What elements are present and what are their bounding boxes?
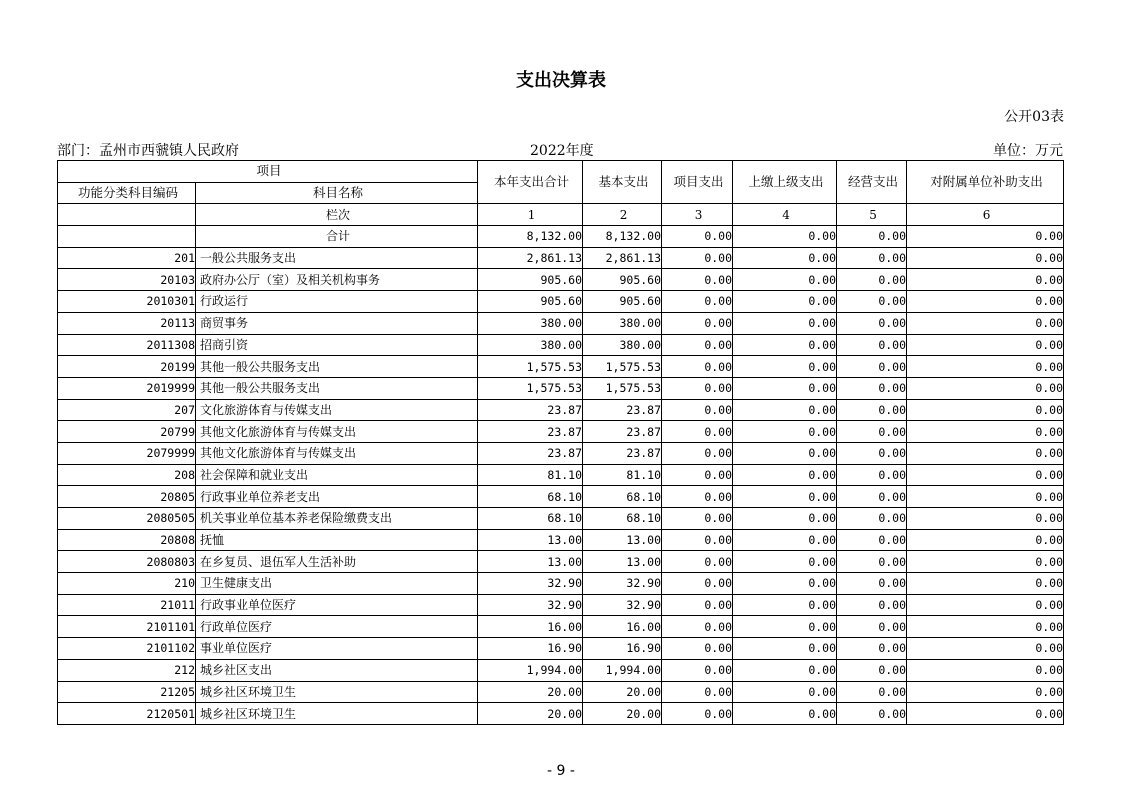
row-code: 21011	[58, 594, 196, 616]
row-value-c4: 0.00	[733, 291, 837, 313]
row-value-c6: 0.00	[907, 659, 1064, 681]
row-value-c3: 0.00	[662, 269, 733, 291]
row-value-c5: 0.00	[837, 247, 907, 269]
row-value-c3: 0.00	[662, 594, 733, 616]
row-value-c2: 81.10	[583, 464, 662, 486]
table-row	[58, 442, 1064, 464]
row-value-c3: 0.00	[662, 638, 733, 660]
row-code: 2079999	[58, 442, 196, 464]
row-value-c6: 0.00	[907, 247, 1064, 269]
row-value-c3: 0.00	[662, 399, 733, 421]
row-value-c3: 0.00	[662, 247, 733, 269]
row-value-c1: 2,861.13	[478, 247, 583, 269]
row-code: 20799	[58, 421, 196, 443]
row-value-c2: 68.10	[583, 486, 662, 508]
row-value-c4: 0.00	[733, 616, 837, 638]
row-value-c5: 0.00	[837, 638, 907, 660]
table-row	[58, 377, 1064, 399]
row-value-c3: 0.00	[662, 659, 733, 681]
row-name: 城乡社区环境卫生	[196, 681, 478, 703]
table-row	[58, 529, 1064, 551]
row-value-c2: 380.00	[583, 334, 662, 356]
total-c4: 0.00	[733, 226, 837, 248]
row-code: 210	[58, 573, 196, 595]
header-col5: 经营支出	[837, 161, 907, 204]
row-code: 21205	[58, 681, 196, 703]
row-value-c6: 0.00	[907, 703, 1064, 725]
form-code: 公开03表	[1004, 109, 1064, 125]
row-value-c6: 0.00	[907, 681, 1064, 703]
row-value-c3: 0.00	[662, 377, 733, 399]
expenditure-table	[57, 160, 1064, 725]
row-value-c3: 0.00	[662, 421, 733, 443]
row-name: 行政事业单位医疗	[196, 594, 478, 616]
row-value-c1: 380.00	[478, 312, 583, 334]
row-value-c3: 0.00	[662, 573, 733, 595]
row-value-c6: 0.00	[907, 442, 1064, 464]
row-value-c6: 0.00	[907, 291, 1064, 313]
row-value-c4: 0.00	[733, 486, 837, 508]
row-value-c2: 68.10	[583, 508, 662, 530]
row-code: 20103	[58, 269, 196, 291]
total-c6: 0.00	[907, 226, 1064, 248]
column-number-1: 1	[478, 204, 583, 226]
row-value-c5: 0.00	[837, 594, 907, 616]
row-value-c5: 0.00	[837, 508, 907, 530]
row-value-c5: 0.00	[837, 616, 907, 638]
row-value-c2: 16.00	[583, 616, 662, 638]
total-c5: 0.00	[837, 226, 907, 248]
table-row	[58, 681, 1064, 703]
row-value-c4: 0.00	[733, 464, 837, 486]
row-value-c1: 20.00	[478, 703, 583, 725]
column-number-5: 5	[837, 204, 907, 226]
row-value-c5: 0.00	[837, 377, 907, 399]
row-value-c3: 0.00	[662, 551, 733, 573]
row-value-c6: 0.00	[907, 269, 1064, 291]
row-value-c4: 0.00	[733, 681, 837, 703]
total-label: 合计	[196, 226, 478, 248]
row-code: 207	[58, 399, 196, 421]
table-row	[58, 659, 1064, 681]
header-row	[58, 161, 1064, 183]
table-row	[58, 356, 1064, 378]
row-value-c2: 20.00	[583, 681, 662, 703]
row-value-c4: 0.00	[733, 573, 837, 595]
row-value-c3: 0.00	[662, 291, 733, 313]
column-number-6: 6	[907, 204, 1064, 226]
row-code: 2101101	[58, 616, 196, 638]
row-value-c4: 0.00	[733, 421, 837, 443]
empty-cell	[58, 226, 196, 248]
row-value-c3: 0.00	[662, 529, 733, 551]
row-code: 2011308	[58, 334, 196, 356]
row-name: 事业单位医疗	[196, 638, 478, 660]
row-name: 城乡社区环境卫生	[196, 703, 478, 725]
row-value-c6: 0.00	[907, 508, 1064, 530]
row-value-c4: 0.00	[733, 638, 837, 660]
table-row	[58, 551, 1064, 573]
row-value-c2: 13.00	[583, 551, 662, 573]
row-value-c4: 0.00	[733, 551, 837, 573]
row-value-c6: 0.00	[907, 334, 1064, 356]
row-value-c6: 0.00	[907, 486, 1064, 508]
table-row	[58, 247, 1064, 269]
row-name: 行政事业单位养老支出	[196, 486, 478, 508]
header-name: 科目名称	[196, 182, 478, 204]
row-value-c1: 23.87	[478, 421, 583, 443]
row-value-c1: 1,575.53	[478, 377, 583, 399]
row-value-c2: 1,575.53	[583, 356, 662, 378]
row-code: 212	[58, 659, 196, 681]
row-value-c4: 0.00	[733, 269, 837, 291]
fiscal-year: 2022年度	[530, 143, 594, 159]
row-value-c5: 0.00	[837, 486, 907, 508]
report-meta	[57, 140, 1063, 160]
row-name: 行政运行	[196, 291, 478, 313]
row-value-c2: 380.00	[583, 312, 662, 334]
row-value-c4: 0.00	[733, 377, 837, 399]
row-value-c2: 1,994.00	[583, 659, 662, 681]
row-code: 2101102	[58, 638, 196, 660]
row-code: 2120501	[58, 703, 196, 725]
row-value-c6: 0.00	[907, 399, 1064, 421]
row-value-c4: 0.00	[733, 399, 837, 421]
table-row	[58, 291, 1064, 313]
row-value-c6: 0.00	[907, 616, 1064, 638]
row-code: 20113	[58, 312, 196, 334]
row-code: 20808	[58, 529, 196, 551]
row-name: 其他文化旅游体育与传媒支出	[196, 442, 478, 464]
column-number-3: 3	[662, 204, 733, 226]
row-value-c5: 0.00	[837, 529, 907, 551]
row-value-c6: 0.00	[907, 594, 1064, 616]
total-row	[58, 226, 1064, 248]
row-value-c4: 0.00	[733, 508, 837, 530]
row-value-c6: 0.00	[907, 464, 1064, 486]
header-item: 项目	[58, 161, 478, 183]
row-name: 在乡复员、退伍军人生活补助	[196, 551, 478, 573]
column-number-2: 2	[583, 204, 662, 226]
row-name: 商贸事务	[196, 312, 478, 334]
row-value-c1: 13.00	[478, 529, 583, 551]
row-name: 抚恤	[196, 529, 478, 551]
row-value-c2: 2,861.13	[583, 247, 662, 269]
row-name: 一般公共服务支出	[196, 247, 478, 269]
table-row	[58, 573, 1064, 595]
empty-cell	[58, 204, 196, 226]
table-row	[58, 486, 1064, 508]
row-value-c4: 0.00	[733, 529, 837, 551]
row-value-c5: 0.00	[837, 464, 907, 486]
row-value-c1: 16.90	[478, 638, 583, 660]
row-name: 其他一般公共服务支出	[196, 377, 478, 399]
row-value-c6: 0.00	[907, 377, 1064, 399]
row-value-c5: 0.00	[837, 442, 907, 464]
row-value-c5: 0.00	[837, 659, 907, 681]
table-row	[58, 508, 1064, 530]
row-code: 2080803	[58, 551, 196, 573]
table-row	[58, 334, 1064, 356]
page-number: - 9 -	[547, 763, 575, 779]
row-code: 2010301	[58, 291, 196, 313]
row-value-c4: 0.00	[733, 356, 837, 378]
table-row	[58, 312, 1064, 334]
table-row	[58, 594, 1064, 616]
row-value-c2: 13.00	[583, 529, 662, 551]
row-value-c6: 0.00	[907, 638, 1064, 660]
row-name: 社会保障和就业支出	[196, 464, 478, 486]
table-row	[58, 703, 1064, 725]
row-name: 其他文化旅游体育与传媒支出	[196, 421, 478, 443]
unit-label: 单位：万元	[993, 143, 1063, 159]
row-name: 招商引资	[196, 334, 478, 356]
row-value-c5: 0.00	[837, 399, 907, 421]
row-value-c4: 0.00	[733, 334, 837, 356]
row-value-c1: 81.10	[478, 464, 583, 486]
row-value-c3: 0.00	[662, 703, 733, 725]
row-value-c2: 23.87	[583, 399, 662, 421]
header-col4: 上缴上级支出	[733, 161, 837, 204]
row-value-c5: 0.00	[837, 269, 907, 291]
row-code: 201	[58, 247, 196, 269]
column-number-4: 4	[733, 204, 837, 226]
row-name: 行政单位医疗	[196, 616, 478, 638]
row-value-c3: 0.00	[662, 464, 733, 486]
row-value-c2: 23.87	[583, 421, 662, 443]
row-value-c3: 0.00	[662, 312, 733, 334]
row-name: 文化旅游体育与传媒支出	[196, 399, 478, 421]
row-name: 机关事业单位基本养老保险缴费支出	[196, 508, 478, 530]
row-value-c1: 68.10	[478, 508, 583, 530]
row-value-c5: 0.00	[837, 312, 907, 334]
table-row	[58, 269, 1064, 291]
row-value-c4: 0.00	[733, 247, 837, 269]
row-value-c1: 20.00	[478, 681, 583, 703]
header-col3: 项目支出	[662, 161, 733, 204]
row-value-c2: 32.90	[583, 573, 662, 595]
row-name: 城乡社区支出	[196, 659, 478, 681]
row-name: 其他一般公共服务支出	[196, 356, 478, 378]
row-value-c3: 0.00	[662, 508, 733, 530]
page-title: 支出决算表	[516, 70, 606, 91]
table-row	[58, 638, 1064, 660]
row-value-c1: 23.87	[478, 399, 583, 421]
row-value-c6: 0.00	[907, 529, 1064, 551]
row-value-c1: 13.00	[478, 551, 583, 573]
row-value-c6: 0.00	[907, 573, 1064, 595]
row-value-c1: 16.00	[478, 616, 583, 638]
header-code: 功能分类科目编码	[58, 182, 196, 204]
row-value-c2: 23.87	[583, 442, 662, 464]
row-value-c3: 0.00	[662, 616, 733, 638]
column-number-row	[58, 204, 1064, 226]
row-value-c1: 1,994.00	[478, 659, 583, 681]
row-value-c2: 32.90	[583, 594, 662, 616]
row-value-c3: 0.00	[662, 356, 733, 378]
row-name: 政府办公厅（室）及相关机构事务	[196, 269, 478, 291]
table-row	[58, 421, 1064, 443]
row-value-c6: 0.00	[907, 312, 1064, 334]
row-value-c5: 0.00	[837, 573, 907, 595]
header-col1: 本年支出合计	[478, 161, 583, 204]
total-c2: 8,132.00	[583, 226, 662, 248]
row-value-c5: 0.00	[837, 356, 907, 378]
row-value-c5: 0.00	[837, 334, 907, 356]
total-c1: 8,132.00	[478, 226, 583, 248]
row-value-c2: 20.00	[583, 703, 662, 725]
row-code: 20199	[58, 356, 196, 378]
row-value-c4: 0.00	[733, 703, 837, 725]
row-value-c3: 0.00	[662, 486, 733, 508]
row-value-c5: 0.00	[837, 421, 907, 443]
row-value-c1: 380.00	[478, 334, 583, 356]
total-c3: 0.00	[662, 226, 733, 248]
row-code: 20805	[58, 486, 196, 508]
row-value-c1: 23.87	[478, 442, 583, 464]
row-value-c3: 0.00	[662, 334, 733, 356]
row-value-c1: 905.60	[478, 291, 583, 313]
table-row	[58, 616, 1064, 638]
row-value-c2: 905.60	[583, 269, 662, 291]
row-value-c1: 905.60	[478, 269, 583, 291]
row-value-c2: 905.60	[583, 291, 662, 313]
row-value-c3: 0.00	[662, 442, 733, 464]
row-value-c6: 0.00	[907, 551, 1064, 573]
row-value-c1: 1,575.53	[478, 356, 583, 378]
row-code: 208	[58, 464, 196, 486]
row-value-c5: 0.00	[837, 291, 907, 313]
row-value-c5: 0.00	[837, 551, 907, 573]
row-value-c5: 0.00	[837, 703, 907, 725]
row-value-c6: 0.00	[907, 421, 1064, 443]
row-value-c4: 0.00	[733, 442, 837, 464]
row-value-c1: 68.10	[478, 486, 583, 508]
department-label: 部门：孟州市西虢镇人民政府	[57, 143, 239, 159]
row-code: 2080505	[58, 508, 196, 530]
row-value-c1: 32.90	[478, 594, 583, 616]
row-name: 卫生健康支出	[196, 573, 478, 595]
row-value-c3: 0.00	[662, 681, 733, 703]
row-value-c4: 0.00	[733, 594, 837, 616]
row-code: 2019999	[58, 377, 196, 399]
row-value-c4: 0.00	[733, 312, 837, 334]
row-value-c4: 0.00	[733, 659, 837, 681]
row-value-c1: 32.90	[478, 573, 583, 595]
row-value-c6: 0.00	[907, 356, 1064, 378]
header-col2: 基本支出	[583, 161, 662, 204]
column-number-label: 栏次	[196, 204, 478, 226]
row-value-c5: 0.00	[837, 681, 907, 703]
table-row	[58, 399, 1064, 421]
table-row	[58, 464, 1064, 486]
row-value-c2: 16.90	[583, 638, 662, 660]
header-col6: 对附属单位补助支出	[907, 161, 1064, 204]
row-value-c2: 1,575.53	[583, 377, 662, 399]
